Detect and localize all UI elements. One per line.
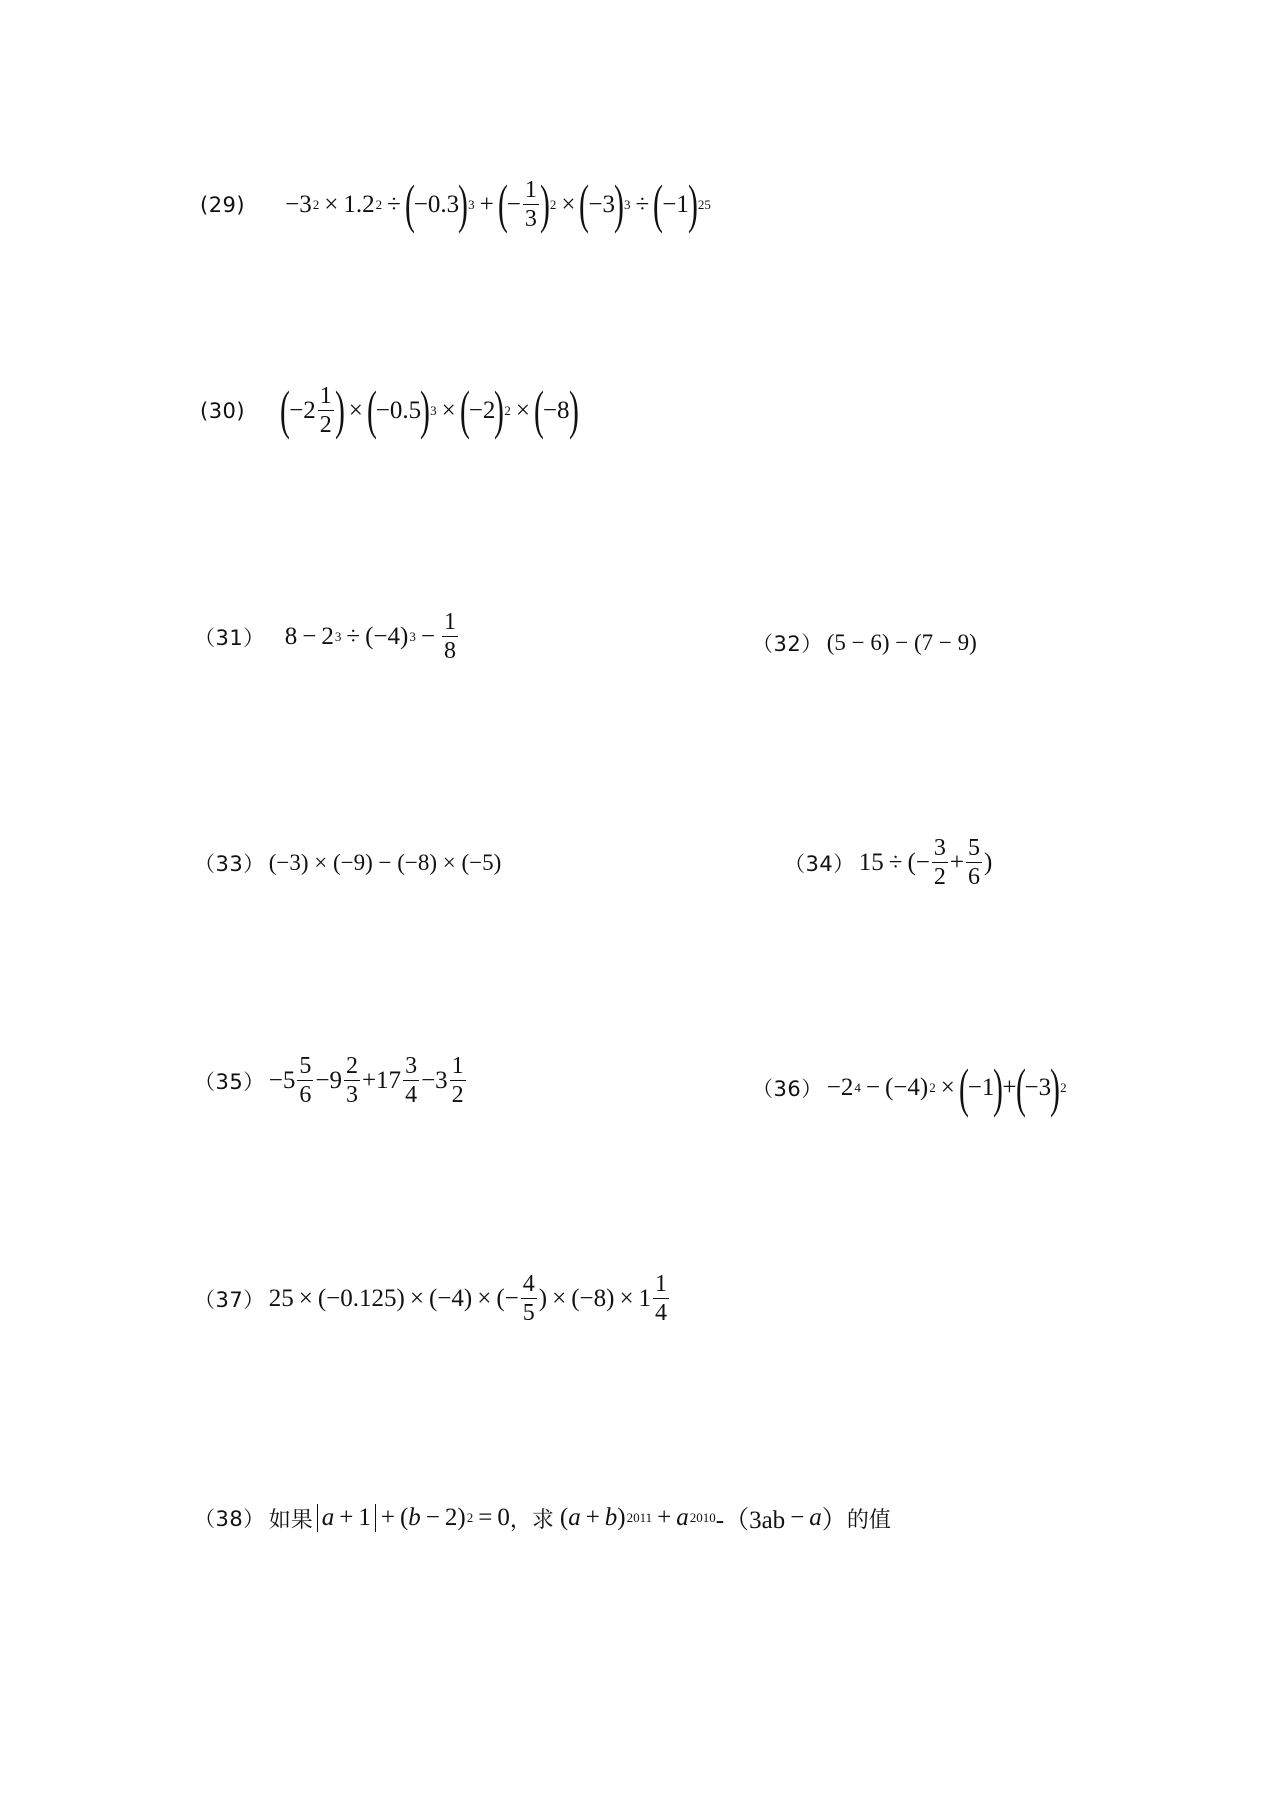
problem-31 — [194, 610, 460, 663]
problem-label: （34） — [784, 851, 855, 876]
problem-label: （31） — [194, 625, 265, 650]
math-expression: ( a + b ) 2011 + a 2010 -（3ab − a ） — [559, 1504, 847, 1534]
math-expression: −5 $\frac{5}{6}$ −9 $\frac{2}{3}$ +17 $\frac{3}{4}$ −3 $\frac{1}{2}$ — [268, 1053, 464, 1108]
problem-label: （38） — [194, 1507, 265, 1531]
problem-35 — [194, 1054, 468, 1107]
problem-34 — [784, 836, 992, 889]
problem-label: （37） — [194, 1287, 265, 1312]
problem-37 — [194, 1272, 671, 1325]
problem-38 — [194, 1500, 891, 1536]
problem-29 — [200, 174, 711, 235]
problem-32 — [752, 628, 977, 658]
problem-text-comma: ，求 — [509, 1507, 554, 1533]
math-expression: −2 4 − (−4) 2 × ( −1 ) + ( −3 ) 2 — [826, 1058, 1067, 1118]
math-expression: (5 − 6) − (7 − 9) — [826, 630, 977, 655]
math-expression: (−3) × (−9) − (−8) × (−5) — [268, 850, 502, 875]
problem-text-suffix: 的值 — [846, 1507, 891, 1533]
math-expression: ( −2 $\frac{1}{2}$ ) × ( −0.5 ) 3 × ( −2 ) 2 × ( −8 ) — [280, 380, 579, 441]
problem-label: （35） — [194, 1069, 265, 1094]
problem-text-prefix: 如果 — [268, 1507, 313, 1533]
problem-label: (30) — [200, 398, 246, 423]
math-expression: −3 2 × 1.2 2 ÷ ( −0.3 ) 3 + ( − $\frac{1}{3}$ ) 2 × ( −3 ) 3 ÷ ( −1 ) 25 — [285, 174, 711, 235]
problem-30 — [200, 380, 579, 441]
problem-36 — [752, 1058, 1067, 1118]
problem-label: （32） — [752, 632, 823, 656]
problem-label: （36） — [752, 1077, 823, 1102]
problem-label: (29) — [200, 192, 246, 217]
problem-33 — [194, 848, 501, 878]
math-expression: 8 − 2 3 ÷ (−4) 3 − $\frac{1}{8}$ — [284, 609, 456, 664]
math-condition: a + 1 + ( b − 2) 2 = 0 — [317, 1504, 510, 1532]
math-expression: 25 × (−0.125) × (−4) × (− $\frac{4}{5}$ ) × (−8) × 1 $\frac{1}{4}$ — [268, 1271, 668, 1326]
math-expression: 15 ÷ (− $\frac{3}{2}$ + $\frac{5}{6}$ ) — [858, 835, 993, 890]
problem-label: （33） — [194, 852, 265, 876]
